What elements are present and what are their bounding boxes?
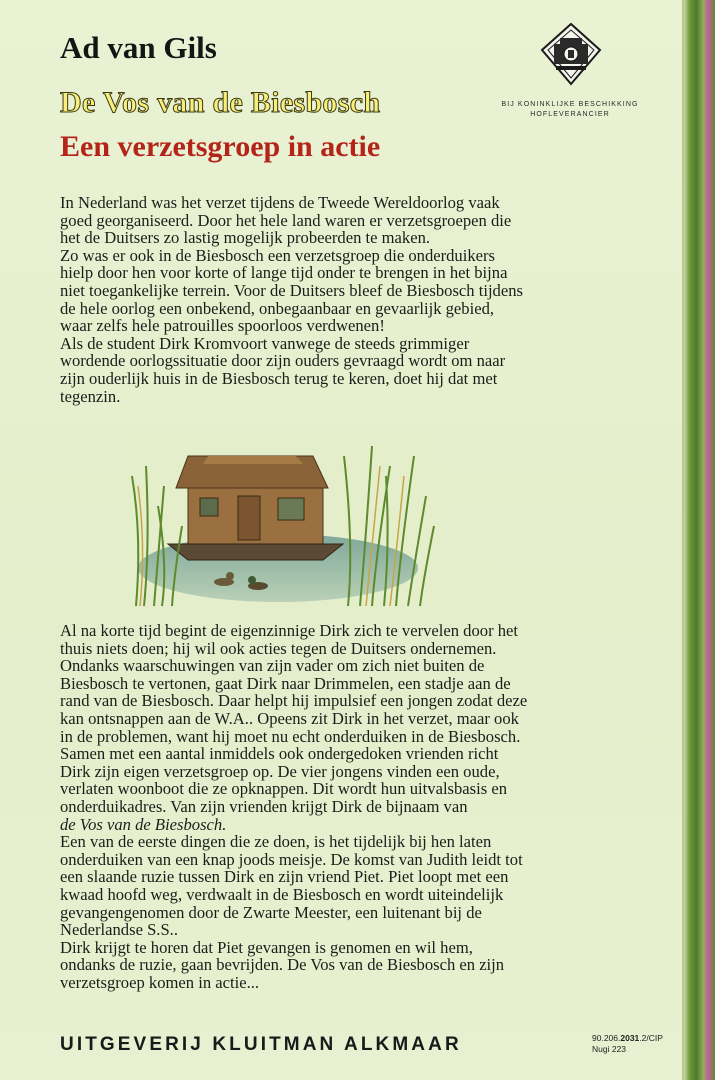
text-line: Biesbosch te vertonen, gaat Dirk naar Drimmelen, een stadje aan de [60, 673, 511, 693]
text-line: thuis niets doen; hij wil ook acties tegen de Duitsers ondernemen. [60, 638, 497, 658]
text-line: Samen met een aantal inmiddels ook ondergedoken vrienden richt [60, 744, 499, 764]
text-line: waar zelfs hele patrouilles spoorloos verdwenen! [60, 316, 385, 336]
text-line: In Nederland was het verzet tijdens de Tweede Wereldoorlog vaak [60, 193, 500, 212]
isbn-suffix: .2/CIP [639, 1033, 663, 1043]
text-line: Een van de eerste dingen die ze doen, is het tijdelijk bij hen laten [60, 832, 492, 852]
text-line: niet toegankelijke terrein. Voor de Duitsers bleef de Biesbosch tijdens [60, 280, 523, 300]
text-line: tegenzin. [60, 386, 121, 406]
isbn-prefix: 90.206. [592, 1033, 621, 1043]
text-line: wordende oorlogssituatie door zijn ouders gevraagd wordt om naar [60, 351, 506, 371]
blurb-paragraph-2 [60, 622, 670, 991]
houseboat-illustration [128, 436, 438, 608]
text-line: kan ontsnappen aan de W.A.. Opeens zit Dirk in het verzet, maar ook [60, 708, 519, 728]
text-line: Nederlandse S.S.. [60, 920, 178, 940]
text-line: Ondanks waarschuwingen van zijn vader om zich niet buiten de [60, 656, 485, 676]
text-line: verzetsgroep komen in actie... [60, 972, 260, 992]
text-line: ondanks de ruzie, gaan bevrijden. De Vos van de Biesbosch en zijn [60, 955, 505, 975]
author-name: Ad van Gils [60, 30, 217, 65]
blurb-paragraph-1 [60, 194, 670, 405]
text-line: een slaande ruzie tussen Dirk en zijn vriend Piet. Piet loopt met een [60, 867, 509, 887]
text-line: Dirk zijn eigen verzetsgroep op. De vier jongens vinden een oude, [60, 761, 500, 781]
royal-warrant-line1: BIJ KONINKLIJKE BESCHIKKING [501, 101, 639, 108]
text-line: Al na korte tijd begint de eigenzinnige Dirk zich te vervelen door het [60, 621, 519, 640]
text-line: Als de student Dirk Kromvoort vanwege de steeds grimmiger [60, 333, 470, 353]
text-line: verlaten woonboot die ze opknappen. Dit wordt hun uitvalsbasis en [60, 779, 508, 799]
isbn-number [592, 1033, 682, 1044]
text-line: Dirk krijgt te horen dat Piet gevangen is genomen en wil hem, [60, 937, 473, 957]
text-line: het de Duitsers zo lastig mogelijk probeerden te maken. [60, 228, 431, 248]
publisher-name: UITGEVERIJ KLUITMAN ALKMAAR [60, 1034, 462, 1055]
text-line: onderduikadres. Van zijn vrienden krijgt Dirk de bijnaam van [60, 796, 468, 816]
text-line: zijn ouderlijk huis in de Biesbosch terug te keren, doet hij dat met [60, 368, 498, 388]
text-line: goed georganiseerd. Door het hele land waren er verzetsgroepen die [60, 210, 512, 230]
text-line: hielp door hen voor korte of lange tijd onder te brengen in het bijna [60, 263, 508, 283]
isbn-block [592, 1033, 682, 1055]
text-line: Zo was er ook in de Biesbosch een verzetsgroep die onderduikers [60, 245, 495, 265]
royal-warrant [480, 100, 660, 120]
text-line: gevangengenomen door de Zwarte Meester, een luitenant bij de [60, 902, 482, 922]
text-line: de hele oorlog een onbekend, onbegaanbaar en gevaarlijk gebied, [60, 298, 495, 318]
book-spine [684, 0, 715, 1080]
text-line: onderduiken van een knap joods meisje. De komst van Judith leidt tot [60, 849, 523, 869]
text-line-italic: de Vos van de Biesbosch. [60, 814, 227, 834]
book-title: De Vos van de Biesbosch [60, 86, 381, 119]
text-line: rand van de Biesbosch. Daar helpt hij impulsief een jongen zodat deze [60, 691, 528, 711]
text-line: kwaad hoofd weg, verdwaalt in de Biesbosch en wordt uiteindelijk [60, 884, 504, 904]
isbn-bold: 2031 [620, 1033, 640, 1043]
royal-crest-icon [540, 22, 602, 88]
royal-warrant-line2: HOFLEVERANCIER [530, 111, 610, 118]
text-line: in de problemen, want hij moet nu echt onderduiken in de Biesbosch. [60, 726, 521, 746]
book-subtitle: Een verzetsgroep in actie [60, 130, 381, 163]
nugi-code: Nugi 223 [592, 1044, 627, 1054]
